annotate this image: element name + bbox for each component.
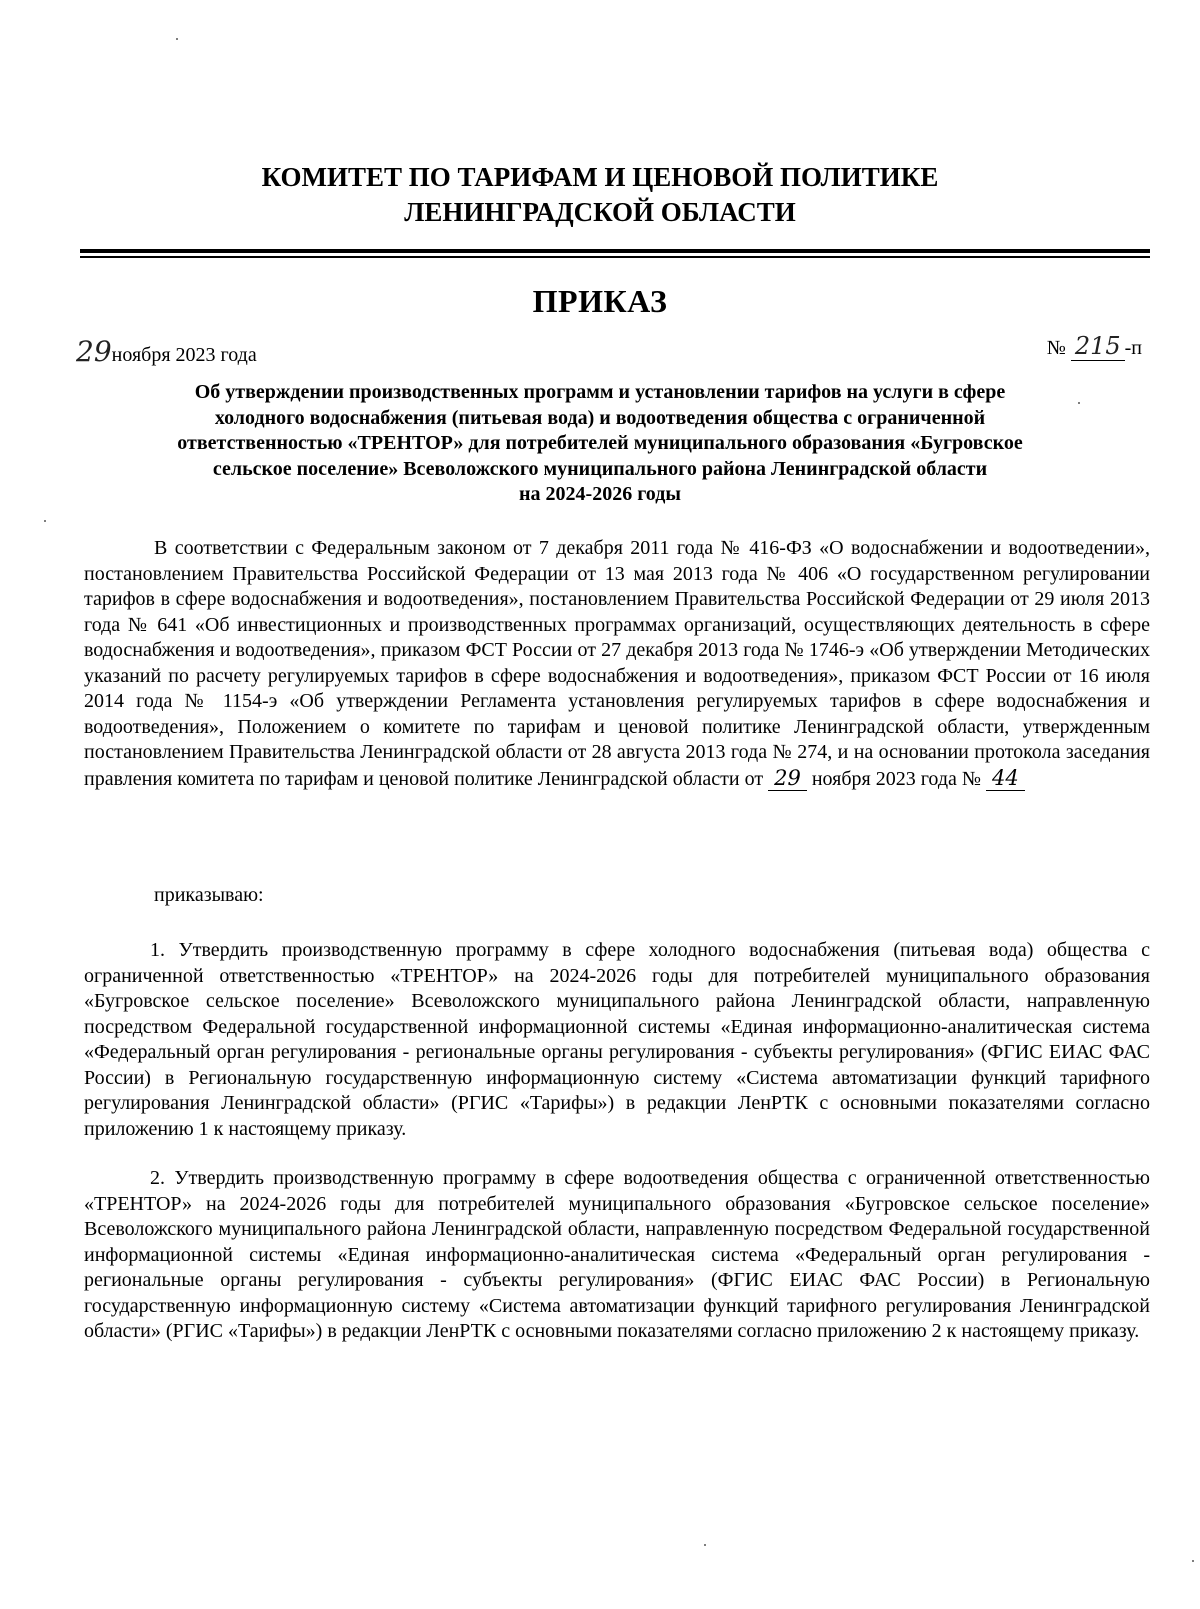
preamble-paragraph [84, 536, 1150, 792]
org-name-line2: ЛЕНИНГРАДСКОЙ ОБЛАСТИ [404, 197, 796, 227]
order-item-2: 2. Утвердить производственную программу в сфере водоотведения общества с ограниченной ответственностью «ТРЕНТОР» на 2024-2026 годы для потребителей муниципального образования «Бугровское сельское поселение» Всеволожского муниципального района Ленинградской области, направленную посредством Федеральной государственной информационной системы «Единая информационно-аналитическая система «Федеральный орган регулирования - региональные органы регулирования - субъекты регулирования» (ФГИС ЕИАС ФАС России) в Региональную государственную информационную систему «Система автоматизации функций тарифного регулирования Ленинградской области» (РГИС «Тарифы») в редакции ЛенРТК с основными показателями согласно приложению 2 к настоящему приказу. [84, 1167, 1150, 1342]
order-subject [100, 380, 1100, 508]
handwritten-protocol-number: 44 [986, 766, 1025, 791]
scan-speck [44, 520, 46, 522]
handwritten-day: 29 [76, 335, 112, 368]
subject-line: на 2024-2026 годы [519, 483, 681, 505]
scan-speck [704, 1544, 706, 1546]
document-type-title: ПРИКАЗ [532, 283, 668, 319]
subject-line: ответственностью «ТРЕНТОР» для потребителей муниципального образования «Бугровское [177, 432, 1023, 454]
order-item-1: 1. Утвердить производственную программу в сфере холодного водоснабжения (питьевая вода) общества с ограниченной ответственностью «ТРЕНТОР» на 2024-2026 годы для потребителей муниципального образования «Бугровское сельское поселение» Всеволожского муниципального района Ленинградской области, направленную посредством Федеральной государственной информационной системы «Единая информационно-аналитическая система «Федеральный орган регулирования - региональные органы регулирования - субъекты регулирования» (ФГИС ЕИАС ФАС России) в Региональную государственную информационную систему «Система автоматизации функций тарифного регулирования Ленинградской области» (РГИС «Тарифы») в редакции ЛенРТК с основными показателями согласно приложению 1 к настоящему приказу. [84, 939, 1150, 1140]
number-prefix: № [1046, 337, 1066, 359]
handwritten-protocol-day: 29 [768, 766, 807, 791]
header-divider-thin [80, 256, 1150, 258]
order-number [1047, 332, 1142, 361]
order-date [76, 335, 257, 368]
subject-line: Об утверждении производственных программ и установлении тарифов на услуги в сфере [194, 381, 1006, 403]
subject-line: сельское поселение» Всеволожского муниципального района Ленинградской области [212, 457, 988, 480]
scan-speck [176, 38, 178, 40]
subject-line: холодного водоснабжения (питьевая вода) и водоотведения общества с ограниченной [214, 406, 986, 429]
date-rest: ноября 2023 года [111, 344, 257, 366]
handwritten-number: 215 [1071, 332, 1125, 361]
scan-speck [1078, 402, 1080, 404]
header-divider-thick [80, 249, 1150, 253]
order-word: приказываю: [154, 884, 264, 906]
preamble-text: В соответствии с Федеральным законом от 7 декабря 2011 года № 416-ФЗ «О водоснабжении и водоотведении», постановлением Правительства Российской Федерации от 13 мая 2013 года № 406 «О государственном регулировании тарифов в сфере водоснабжения и водоотведения», постановлением Правительства Российской Федерации от 29 июля 2013 года № 641 «Об инвестиционных и производственных программах организаций, осуществляющих деятельность в сфере водоснабжения и водоотведения», приказом ФСТ России от 27 декабря 2013 года № 1746-э «Об утверждении Методических указаний по расчету регулируемых тарифов в сфере водоснабжения и водоотведения», приказом ФСТ России от 16 июля 2014 года № 1154-э «Об утверждении Регламента установления регулируемых тарифов в сфере водоснабжения и водоотведения», Положением о комитете по тарифам и ценовой политике Ленинградской области, утвержденным постановлением Правительства Ленинградской области от 28 августа 2013 года № 274, и на основании протокола заседания правления комитета по тарифам и ценовой политике Ленинградской области от [84, 537, 1150, 790]
number-suffix: -п [1124, 337, 1142, 359]
org-name-line1: КОМИТЕТ ПО ТАРИФАМ И ЦЕНОВОЙ ПОЛИТИКЕ [261, 162, 939, 192]
scan-speck [1192, 1560, 1194, 1562]
protocol-date-text: ноября 2023 года № [811, 767, 981, 790]
